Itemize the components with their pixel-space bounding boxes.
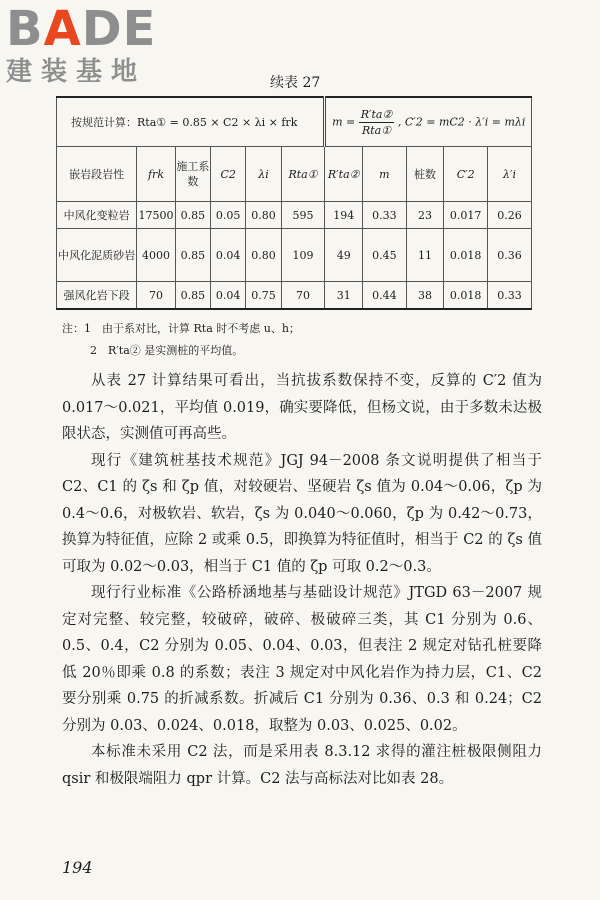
table-cell: 4000 — [137, 229, 176, 282]
table-cell: 0.44 — [362, 282, 406, 310]
table-cell: 0.018 — [444, 282, 488, 310]
header-cell: 桩数 — [406, 147, 443, 202]
table-cell: 0.018 — [444, 229, 488, 282]
table-cell: 0.04 — [211, 282, 246, 310]
note-1: 注：1 由于系对比，计算 Rta 时不考虑 u、h； — [62, 322, 300, 335]
header-cell: 施工系数 — [175, 147, 210, 202]
logo-subtitle: 建装基地 — [6, 57, 147, 87]
table-cell: 70 — [137, 282, 176, 310]
table-cell: 0.017 — [444, 202, 488, 229]
paragraph: 现行《建筑桩基技术规范》JGJ 94－2008 条文说明提供了相当于 C2、C1 的 ζs 和 ζp 值，对较硬岩、坚硬岩 ζs 值为 0.04～0.06，ζp 为 0.4～0.6，对极软岩、软岩，ζs 为 0.040～0.060，ζp 为 0.42～0.73，换算为特征值，应除 2 或乘 0.5，即换算为特征值时，相当于 C2 的 ζs 值可取为 0.02～0.03，相当于 C1 值的 ζp 可取 0.2～0.3。 — [62, 452, 542, 575]
table-cell: 0.80 — [246, 202, 281, 229]
header-cell: C2 — [211, 147, 246, 202]
table-cell: 0.85 — [175, 282, 210, 310]
table-cell: 11 — [406, 229, 443, 282]
table-caption: 续表 27 — [270, 75, 321, 91]
table-cell: 中风化变粒岩 — [57, 202, 137, 229]
table-cell: 0.45 — [362, 229, 406, 282]
header-cell: m — [362, 147, 406, 202]
table-cell: 49 — [325, 229, 362, 282]
header-cell: C′2 — [444, 147, 488, 202]
paragraph: 从表 27 计算结果可看出，当抗拔系数保持不变，反算的 C′2 值为 0.017～0.021，平均值 0.019，确实要降低，但杨文说，由于多数未达极限状态，实测值可再高些。 — [62, 373, 542, 442]
logo-mark: BADE — [6, 1, 157, 57]
paragraph: 现行行业标准《公路桥涵地基与基础设计规范》JTGD 63－2007 规定对完整、较完整，较破碎，破碎、极破碎三类，其 C1 分别为 0.6、0.5、0.4，C2 分别为 0.05、0.04、0.03，但表注 2 规定对钻孔桩要降低 20％即乘 0.8 的系数；表注 3 规定对中风化岩作为持力层，C1、C2 要分别乘 0.75 的折减系数。折减后 C1 分别为 0.36、0.3 和 0.24；C2 分别为 0.03、0.024、0.018，取整为 0.03、0.025、0.02。 — [62, 585, 542, 734]
header-cell: Rta① — [281, 147, 325, 202]
table-cell: 中风化泥质砂岩 — [57, 229, 137, 282]
table-notes — [62, 318, 300, 362]
table-row — [57, 229, 532, 282]
table-cell: 17500 — [137, 202, 176, 229]
table-cell: 0.33 — [362, 202, 406, 229]
table-cell: 0.85 — [175, 229, 210, 282]
table-cell: 0.04 — [211, 229, 246, 282]
table-row — [57, 282, 532, 310]
paragraph: 本标准未采用 C2 法，而是采用表 8.3.12 求得的灌注桩极限侧阻力 qsir 和极限端阻力 qpr 计算。C2 法与高标法对比如表 28。 — [62, 744, 542, 787]
note-2: 2 R′ta② 是实测桩的平均值。 — [90, 344, 244, 357]
data-table — [56, 96, 532, 310]
header-row — [57, 147, 532, 202]
table-cell: 23 — [406, 202, 443, 229]
table-cell: 0.80 — [246, 229, 281, 282]
formula-left: 按规范计算：Rta① = 0.85 × C2 × λi × frk — [57, 97, 325, 147]
table-cell: 194 — [325, 202, 362, 229]
table-cell: 0.05 — [211, 202, 246, 229]
body-text — [62, 368, 542, 792]
header-cell: frk — [137, 147, 176, 202]
table-cell: 109 — [281, 229, 325, 282]
formula-row — [57, 97, 532, 147]
table-cell: 0.36 — [488, 229, 532, 282]
table-row — [57, 202, 532, 229]
header-cell: λi — [246, 147, 281, 202]
table-cell: 0.33 — [488, 282, 532, 310]
header-cell: λ′i — [488, 147, 532, 202]
table-cell: 595 — [281, 202, 325, 229]
table-cell: 0.75 — [246, 282, 281, 310]
table-cell: 强风化岩下段 — [57, 282, 137, 310]
header-cell: 嵌岩段岩性 — [57, 147, 137, 202]
table-cell: 31 — [325, 282, 362, 310]
logo — [6, 1, 157, 88]
formula-right: m = $\frac{\text{R′ta②}}{\text{Rta①}}$ , C′2 = mC2 · λ′i = mλi — [325, 97, 532, 147]
table-cell: 0.85 — [175, 202, 210, 229]
table-cell: 0.26 — [488, 202, 532, 229]
table-cell: 38 — [406, 282, 443, 310]
header-cell: R′ta② — [325, 147, 362, 202]
page-number: 194 — [62, 858, 93, 877]
table-cell: 70 — [281, 282, 325, 310]
